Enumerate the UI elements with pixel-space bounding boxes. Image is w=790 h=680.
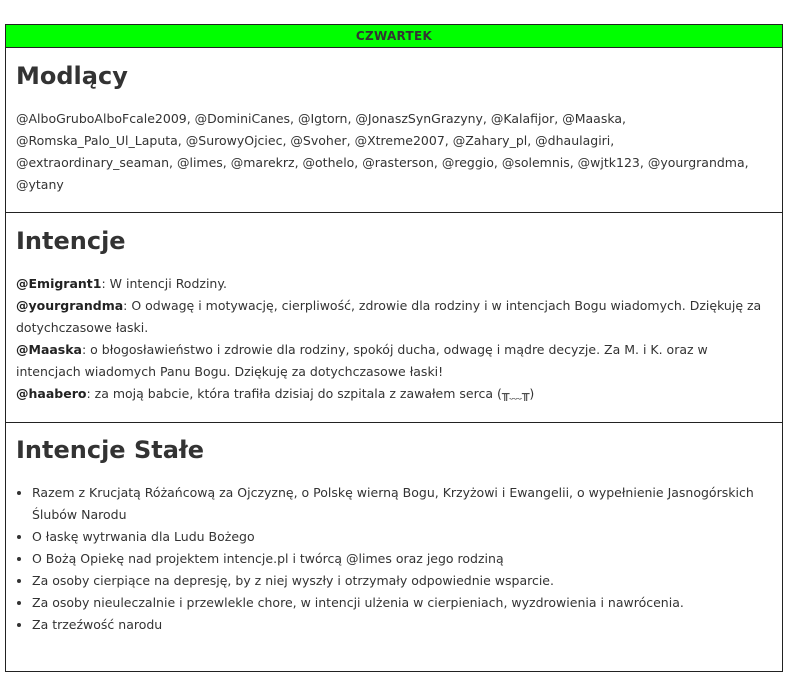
- intention-item: [16, 339, 772, 383]
- intention-text: : O odwagę i motywację, cierpliwość, zdrowie dla rodziny i w intencjach Bogu wiadomych. Dziękuję za dotychczasowe łaski.: [16, 298, 762, 335]
- list-item: • O łaskę wytrwania dla Ludu Bożego: [32, 526, 772, 548]
- intentions-list: [16, 273, 772, 405]
- intention-text: : o błogosławieństwo i zdrowie dla rodziny, spokój ducha, odwagę i mądre decyzje. Za M. i K. oraz w intencjach wiadomych Panu Bogu. Dziękuję za dotychczasowe łaski!: [16, 342, 708, 379]
- intention-item: [16, 383, 772, 405]
- praying-title: Modlący: [16, 62, 128, 90]
- intention-author[interactable]: @yourgrandma: [16, 298, 124, 313]
- permanent-intentions-section: [6, 423, 782, 672]
- list-item: • Za osoby cierpiące na depresję, by z niej wyszły i otrzymały odpowiednie wsparcie.: [32, 570, 772, 592]
- day-header: CZWARTEK: [6, 25, 782, 48]
- intention-author[interactable]: @Maaska: [16, 342, 82, 357]
- intention-text: : za moją babcie, która trafiła dzisiaj do szpitala z zawałem serca (╥﹏╥): [86, 386, 535, 401]
- intention-text: : W intencji Rodziny.: [101, 276, 227, 291]
- permanent-intentions-list: [16, 482, 772, 636]
- intentions-section: [6, 213, 782, 423]
- intention-item: [16, 295, 772, 339]
- list-item: • Razem z Krucjatą Różańcową za Ojczyznę, o Polskę wierną Bogu, Krzyżowi i Ewangelii, o wypełnienie Jasnogórskich Ślubów Narodu: [32, 482, 772, 526]
- list-item: • Za trzeźwość narodu: [32, 614, 772, 636]
- intentions-title: Intencje: [16, 227, 126, 255]
- praying-users-list: @AlboGruboAlboFcale2009, @DominiCanes, @Igtorn, @JonaszSynGrazyny, @Kalafijor, @Maaska, @Romska_Palo_Ul_Laputa, @SurowyOjciec, @Svoher, @Xtreme2007, @Zahary_pl, @dhaulagiri, @extraordinary_seaman, @limes, @marekrz, @othelo, @rasterson, @reggio, @solemnis, @wjtk123, @yourgrandma, @ytany: [16, 111, 749, 192]
- list-item: • Za osoby nieuleczalnie i przewlekle chore, w intencji ulżenia w cierpieniach, wyzdrowienia i nawrócenia.: [32, 592, 772, 614]
- praying-section: [6, 48, 782, 213]
- day-panel: [5, 24, 783, 672]
- permanent-intentions-title: Intencje Stałe: [16, 436, 205, 464]
- intention-item: [16, 273, 772, 295]
- intention-author[interactable]: @haabero: [16, 386, 87, 401]
- list-item: • O Bożą Opiekę nad projektem intencje.pl i twórcą @limes oraz jego rodziną: [32, 548, 772, 570]
- intention-author[interactable]: @Emigrant1: [16, 276, 102, 291]
